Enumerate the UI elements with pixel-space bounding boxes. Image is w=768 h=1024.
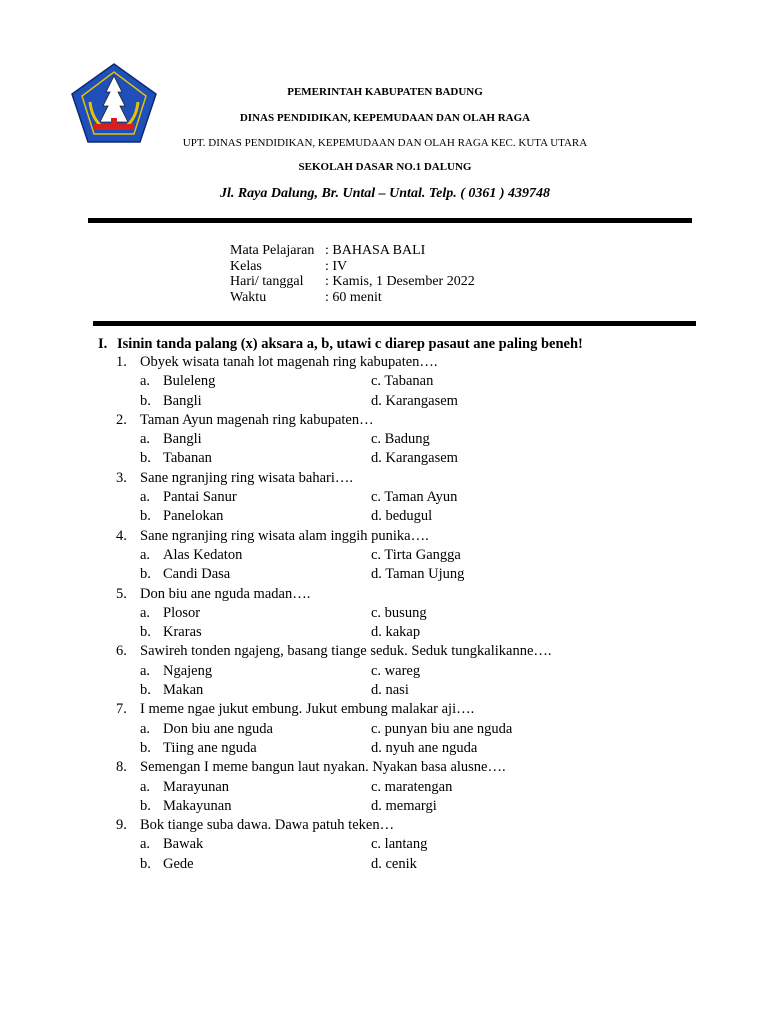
section-number: I.: [98, 336, 108, 352]
option-row: [0, 836, 768, 855]
option-row: [0, 624, 768, 643]
option-d-text: d. Karangasem: [371, 450, 458, 467]
option-b-text: Bangli: [163, 392, 202, 409]
question-6: [0, 643, 768, 662]
info-label: Waktu: [230, 289, 267, 305]
question-9: [0, 817, 768, 836]
question-text: Don biu ane nguda madan….: [140, 585, 311, 602]
header-divider: [88, 218, 692, 223]
question-text: Obyek wisata tanah lot magenah ring kabupaten….: [140, 354, 438, 370]
option-d-text: d. bedugul: [371, 508, 433, 525]
option-c-text: c. lantang: [371, 836, 428, 853]
option-letter: b.: [140, 682, 151, 699]
school-address: Jl. Raya Dalung, Br. Untal – Untal. Telp. ( 0361 ) 439748: [219, 186, 551, 201]
option-d-text: d. Karangasem: [371, 392, 458, 409]
question-number: 9.: [116, 817, 127, 834]
option-row: [0, 566, 768, 585]
option-c-text: c. maratengan: [371, 778, 453, 795]
info-label: Hari/ tanggal: [230, 274, 304, 289]
option-b-text: Makan: [163, 682, 204, 699]
section-instruction-text: Isinin tanda palang (x) aksara a, b, utawi c diarep pasaut ane paling beneh!: [117, 336, 583, 352]
option-a-text: Marayunan: [163, 778, 230, 795]
option-row: [0, 431, 768, 450]
option-a-text: Alas Kedaton: [163, 546, 243, 563]
district-office-name: UPT. DINAS PENDIDIKAN, KEPEMUDAAN DAN OLAH RAGA KEC. KUTA UTARA: [182, 137, 588, 149]
question-8: [0, 759, 768, 778]
option-d-text: d. Taman Ujung: [371, 566, 465, 583]
option-row: [0, 450, 768, 469]
option-a-text: Ngajeng: [163, 662, 213, 679]
question-list: [0, 354, 768, 875]
question-number: 7.: [116, 701, 127, 718]
option-c-text: c. Taman Ayun: [371, 489, 458, 506]
option-c-text: c. wareg: [371, 662, 421, 679]
option-letter: b.: [140, 855, 151, 872]
option-row: [0, 779, 768, 798]
option-letter: a.: [140, 836, 151, 853]
option-letter: a.: [140, 778, 151, 795]
question-number: 4.: [116, 527, 127, 544]
option-letter: b.: [140, 739, 151, 756]
option-letter: b.: [140, 450, 151, 467]
info-value: : 60 menit: [325, 289, 382, 305]
question-number: 6.: [116, 643, 127, 660]
option-d-text: d. cenik: [371, 855, 417, 872]
option-letter: b.: [140, 392, 151, 409]
option-c-text: c. punyan biu ane nguda: [371, 720, 513, 737]
option-d-text: d. kakap: [371, 624, 421, 641]
option-row: [0, 373, 768, 392]
question-1: [0, 354, 768, 373]
option-row: [0, 508, 768, 527]
question-5: [0, 586, 768, 605]
option-c-text: c. Tirta Gangga: [371, 546, 461, 563]
option-letter: b.: [140, 508, 151, 525]
question-4: [0, 528, 768, 547]
option-letter: a.: [140, 373, 151, 390]
info-divider: [93, 321, 696, 326]
option-letter: a.: [140, 431, 151, 448]
option-letter: a.: [140, 604, 151, 621]
question-text: Sawireh tonden ngajeng, basang tiange seduk. Seduk tungkalikanne….: [140, 643, 552, 660]
option-a-text: Don biu ane nguda: [163, 720, 273, 737]
badung-emblem-icon: [70, 62, 158, 144]
option-row: [0, 682, 768, 701]
option-row: [0, 605, 768, 624]
option-a-text: Bawak: [163, 836, 204, 853]
option-letter: b.: [140, 797, 151, 814]
question-7: [0, 701, 768, 720]
option-b-text: Tabanan: [163, 450, 212, 467]
question-text: Sane ngranjing ring wisata bahari….: [140, 469, 354, 486]
option-letter: b.: [140, 624, 151, 641]
question-number: 5.: [116, 585, 127, 602]
option-row: [0, 798, 768, 817]
school-name: SEKOLAH DASAR NO.1 DALUNG: [298, 161, 472, 173]
option-c-text: c. Badung: [371, 431, 430, 448]
option-d-text: d. memargi: [371, 797, 437, 814]
option-b-text: Tiing ane nguda: [163, 739, 257, 756]
question-3: [0, 470, 768, 489]
option-b-text: Kraras: [163, 624, 202, 641]
info-label: Kelas: [230, 258, 262, 274]
option-c-text: c. busung: [371, 604, 427, 621]
question-number: 3.: [116, 469, 127, 486]
department-name: DINAS PENDIDIKAN, KEPEMUDAAN DAN OLAH RAGA: [239, 112, 531, 124]
question-text: Taman Ayun magenah ring kabupaten…: [140, 411, 374, 428]
option-row: [0, 856, 768, 875]
option-c-text: c. Tabanan: [371, 373, 434, 390]
option-a-text: Pantai Sanur: [163, 489, 237, 506]
option-row: [0, 393, 768, 412]
option-d-text: d. nasi: [371, 682, 409, 699]
option-a-text: Buleleng: [163, 373, 216, 390]
option-row: [0, 721, 768, 740]
government-name: PEMERINTAH KABUPATEN BADUNG: [287, 86, 483, 98]
question-number: 2.: [116, 411, 127, 428]
option-row: [0, 740, 768, 759]
info-value: : IV: [325, 258, 348, 274]
option-b-text: Panelokan: [163, 508, 224, 525]
question-text: I meme ngae jukut embung. Jukut embung malakar aji….: [140, 701, 475, 718]
option-letter: a.: [140, 662, 151, 679]
info-value: : BAHASA BALI: [325, 243, 426, 258]
option-row: [0, 547, 768, 566]
option-letter: a.: [140, 489, 151, 506]
question-text: Sane ngranjing ring wisata alam inggih punika….: [140, 527, 429, 544]
question-number: 1.: [116, 354, 127, 370]
option-letter: a.: [140, 546, 151, 563]
info-label: Mata Pelajaran: [230, 243, 315, 258]
option-b-text: Candi Dasa: [163, 566, 231, 583]
option-letter: a.: [140, 720, 151, 737]
option-a-text: Plosor: [163, 604, 201, 621]
option-a-text: Bangli: [163, 431, 202, 448]
option-b-text: Gede: [163, 855, 194, 872]
question-text: Semengan I meme bangun laut nyakan. Nyakan basa alusne….: [140, 759, 506, 776]
question-2: [0, 412, 768, 431]
option-row: [0, 489, 768, 508]
option-row: [0, 663, 768, 682]
option-d-text: d. nyuh ane nguda: [371, 739, 478, 756]
option-b-text: Makayunan: [163, 797, 232, 814]
info-value: : Kamis, 1 Desember 2022: [325, 274, 475, 289]
question-number: 8.: [116, 759, 127, 776]
option-letter: b.: [140, 566, 151, 583]
question-text: Bok tiange suba dawa. Dawa patuh teken…: [140, 817, 395, 834]
badung-emblem-logo: [70, 62, 158, 144]
